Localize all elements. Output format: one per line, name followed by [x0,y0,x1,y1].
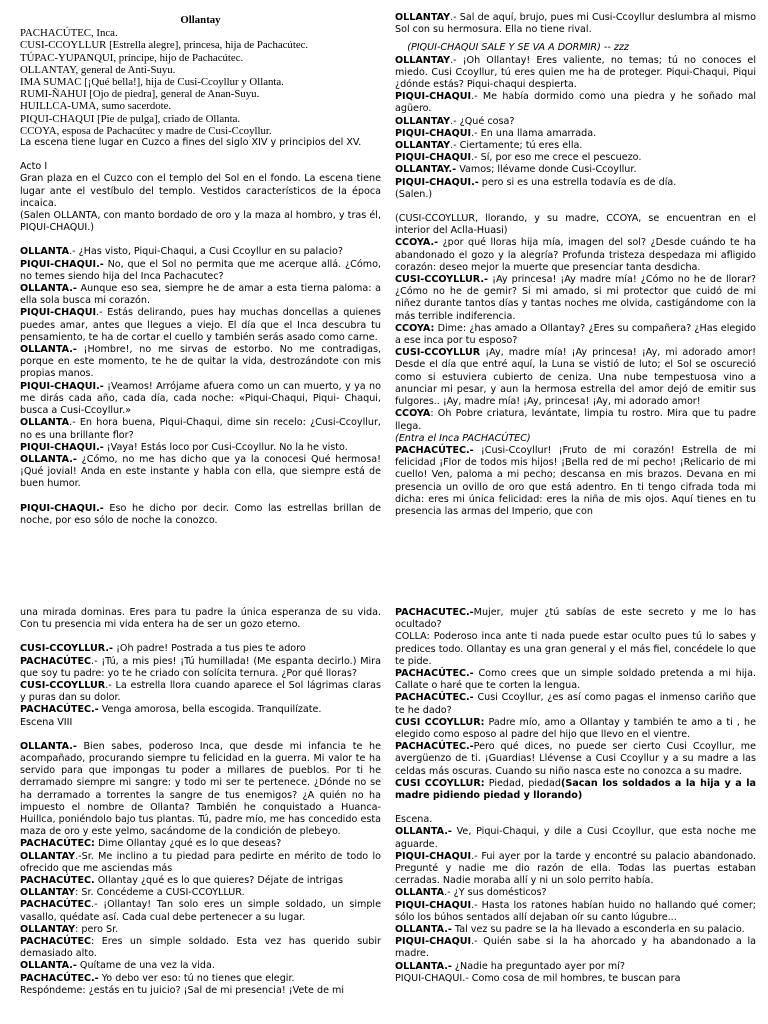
dialogue-line [395,741,756,778]
speaker-name: PACHACÚTEC [20,899,92,911]
dialogue-block [20,741,381,985]
speaker-name: OLLANTA.- [395,960,452,972]
speaker-name: OLLANTA [395,887,445,899]
dialogue-line [20,704,381,716]
speech-text: Eso he dicho por decir. Como las estrellas brillan de noche, por eso sólo de noche la conozco. [20,502,381,526]
speaker-name: PACHACÚTEC.- [395,607,474,618]
dialogue-line [395,237,756,274]
dialogue-block [395,237,756,432]
dialogue-line [395,607,756,631]
speech-text: .- Hasta los ratones habían huido no hallando qué comer; sólo los búhos sentados allí dejaban oír su canto lúgubre... [395,899,756,923]
speech-text: Dime Ollantay ¿qué es lo que deseas? [94,838,282,850]
stage-direction: (CUSI-CCOYLLUR, llorando, y su madre, CCOYA, se encuentran en el interior del Aclla-Huasi) [395,213,756,237]
speech-text: .- La estrella llora cuando aparece el Sol lágrimas claras y puras dan su dolor. [20,680,381,704]
speaker-name: OLLANTAY [395,115,451,127]
dialogue-line [395,140,756,152]
dialogue-line [395,274,756,323]
speaker-name: OLLANTA.- [20,960,77,972]
speech-text: .- Sal de aquí, brujo, pues mi Cusi-Ccoyllur deslumbra al mismo Sol con su hermosura. Ella no tiene rival. [395,12,756,36]
speaker-name: OLLANTA [20,246,70,258]
speaker-name: OLLANTAY [395,12,451,23]
speaker-name: PIQUI-CHAQUI [395,91,472,103]
speaker-name: PACHACÚTEC [20,655,92,667]
dialogue-line [395,128,756,140]
speech-text: Ve, Piqui-Chaqui, y dile a Cusi Ccoyllur, que esta noche me aguarde. [395,826,756,850]
speech-text: ¡Vaya! Estás loco por Cusi-Ccoyllur. No la he visto. [103,441,348,453]
speaker-name: PACHACÚTEC.- [395,741,474,753]
character-entry: HUILLCA-UMA, sumo sacerdote. [20,100,172,113]
speech-text: Ollantay ¿qué es lo que quieres? Déjate de intrigas [94,875,344,887]
stage-direction: (Sacan los soldados a la hija y a la madre pidiendo piedad y llorando) [395,777,756,802]
dialogue-line [20,960,381,972]
play-title: Ollantay [180,14,221,26]
dialogue-line [20,899,381,923]
dialogue-line [395,445,756,518]
speech-text: Yo debo ver eso: tú no tienes que elegir. [98,972,295,984]
speaker-name: PIQUI-CHAQUI [20,307,97,319]
speech-text: .- ¡Ollantay! Tan solo eres un simple soldado, un simple vasallo, quédate así. Cada cual debe pertenecer a su lugar. [20,899,381,923]
speech-text: .- ¿Y sus domésticos? [444,887,547,899]
speaker-name: PIQUI-CHAQUI.- [20,502,104,514]
dialogue-line [20,643,381,655]
speech-text: COLLA: Poderoso inca ante ti nada puede estar oculto pues tú lo sabes y predices todo. Ollantay es una gran general y el más fiel, concédele lo que te pide. [395,631,756,667]
speech-text: .-Sr. Me inclino a tu piedad para pedirte en mérito de todo lo ofrecido que me asciendas más [20,850,381,874]
dialogue-line [20,454,381,491]
speaker-name: PIQUI-CHAQUI [395,899,472,911]
speaker-name: PIQUI-CHAQUI [395,936,472,948]
character-entry: RUMI-ÑAHUI [Ojo de piedra], general de Anan-Suyu. [20,88,260,101]
speech-text: ¿Nadie ha preguntado ayer por mí? [451,960,625,972]
dialogue-line [395,91,756,115]
speaker-name: CUSI-CCOYLLUR [20,680,106,692]
column-top-left [20,14,381,554]
character-entry: CCOYA, esposa de Pachacútec y madre de Cusi-Ccoyllur. [20,124,272,137]
speaker-name: CCOYA [395,408,431,420]
speaker-name: PIQUI-CHAQUI [395,850,472,862]
speaker-name: OLLANTA.- [20,283,77,295]
speech-text: Mujer, mujer ¿tú sabías de este secreto y me lo has ocultado? [395,607,756,631]
speaker-name: PIQUI-CHAQUI.- [395,176,479,188]
speech-text: .- ¿Has visto, Piqui-Chaqui, a Cusi Ccoyllur en su palacio? [69,246,343,258]
character-entry: TÚPAC-YUPANQUI, príncipe, hijo de Pachacútec. [20,51,244,64]
speaker-name: OLLANTA.- [20,344,77,356]
speech-text: : Sr. Concédeme a CUSI-CCOYLLUR. [75,887,245,899]
speech-text: Padre mío, amo a Ollantay y también te amo a ti , he elegido como esposo al padre del hijo que llevo en el vientre. [395,716,756,741]
speech-text: .- Sí, por eso me crece el pescuezo. [471,152,642,164]
dialogue-line [20,442,381,454]
speech-text: : Oh Pobre criatura, levántate, limpia tu rostro. Mira que tu padre llega. [395,408,756,432]
dialogue-line [20,283,381,307]
speaker-name: PIQUI-CHAQUI [395,152,472,164]
dialogue-line [20,259,381,283]
speech-text: .- Me había dormido como una piedra y he soñado mal agüero. [395,91,756,115]
dialogue-line [20,838,381,850]
dialogue-line [395,12,756,36]
dialogue-line [395,668,756,692]
speech-text: : Eres un simple soldado. Esta vez has querido subir demasiado alto. [20,936,381,960]
setting-text: La escena tiene lugar en Cuzco a fines del siglo XIV y principios del XV. [20,137,362,149]
speaker-name: OLLANTAY.- [395,164,457,176]
speech-text: .- En una llama amarrada. [471,127,597,139]
speaker-name: OLLANTA [20,417,70,429]
speaker-name: PACHACÚTEC.- [20,704,99,716]
dialogue-line [20,246,381,258]
dialogue-line [20,417,381,441]
speaker-name: CCOYA: [395,322,435,334]
continued-text: una mirada dominas. Eres para tu padre la única esperanza de su vida. Con tu presencia mi vida entera ha de ser un gozo eterno. [20,607,381,631]
dialogue-line [20,307,381,344]
character-entry: PIQUI-CHAQUI [Pie de pulga], criado de Ollanta. [20,112,241,125]
stage-direction: (Salen.) [395,188,433,200]
column-bottom-right [395,607,756,1024]
stage-direction: (PIQUI-CHAQUI SALE Y SE VA A DORMIR) -- zzz [407,42,629,54]
speech-text: ¡Veamos! Arrójame afuera como un can muerto, y ya no me dirás cada año, cada día, cada noche: «Piqui-Chaqui, Piqui- Chaqui, busca a Cusi-Ccoyllur.» [20,380,381,417]
speaker-name: PIQUI-CHAQUI.- [20,380,104,392]
dialogue-line [20,973,381,985]
continued-text: Respóndeme: ¿estás en tu juicio? ¡Sal de mi presencia! ¡Vete de mi [20,984,345,996]
speech-text: Venga amorosa, bella escogida. Tranquilízate. [98,704,322,716]
dialogue-line [20,924,381,936]
dialogue-line [395,717,756,741]
continued-text: PIQUI-CHAQUI.- Como cosa de mil hombres, te buscan para [395,972,681,984]
speaker-name: OLLANTA.- [395,826,452,838]
speaker-name: PACHACÚTEC. [20,875,95,887]
speech-text: .- Estás delirando, pues hay muchas doncellas a quienes puedes amar, antes que llegues a viejo. El día que el Inca descubra tu pensamiento, te ha de cortar el cuello y también serás asado como carne. [20,307,381,343]
speech-text: ¡Hombre!, no me sirvas de estorbo. No me contradigas, porque en este momento, te he de quitar la vida, destrozándote con mis propias manos. [20,344,381,380]
dialogue-line [395,152,756,164]
speaker-name: OLLANTAY [20,850,76,862]
speaker-name: CUSI-CCOYLLUR.- [20,643,114,655]
dialogue-line [395,936,756,960]
speaker-name: CUSI-CCOYLLUR [395,347,481,359]
character-entry: IMA SUMAC [¡Qué bella!], hija de Cusi-Ccoyllur y Ollanta. [20,76,284,89]
dialogue-line [395,961,756,973]
dialogue-block [395,55,756,189]
speaker-name: OLLANTA.- [395,924,452,936]
speech-text: Tal vez su padre se la ha llevado a esconderla en su palacio. [451,924,745,936]
speaker-name: PACHACÚTEC [20,936,92,948]
speech-text: ¡Oh padre! Postrada a tus pies te adoro [113,643,306,655]
dialogue-line [395,408,756,432]
dialogue-line [395,900,756,924]
speech-text: No, que el Sol no permita que me acerque allá. ¿Cómo, no temes siendo hija del Inca Pachacutec? [20,258,381,282]
stage-direction: (Entra el Inca PACHACÚTEC) [395,432,531,444]
speech-text: .- ¿Qué cosa? [450,115,515,127]
dialogue-line [20,344,381,381]
speaker-name: OLLANTA.- [20,740,77,752]
dialogue-line [395,116,756,128]
dialogue-line [395,851,756,888]
speaker-name: PACHACÚTEC.- [395,692,474,704]
speech-text: Como crees que un simple soldado pretenda a mi hija. Callate o haré que te corten la lengua. [395,668,756,692]
dialogue-line [395,924,756,936]
speech-text: Aunque eso sea, siempre he de amar a esta tierna paloma: a ella sola busca mi corazón. [20,283,381,307]
dialogue-line [395,323,756,347]
dialogue-line [395,631,756,668]
dialogue-block [395,607,756,778]
dialogue-line [20,381,381,418]
speaker-name: OLLANTAY [20,923,76,935]
speech-text: Pero qué dices, no puede ser cierto Cusi Ccoyllur, me avergüenzo de ti. ¡Guardias! Llévense a Cusi Ccoyllur y a su madre a las celdas más oscuras. Cuando su niño nasca este no conozca a su madre. [395,741,756,777]
dialogue-line [395,692,756,716]
dialogue-line [20,936,381,960]
character-entry: OLLANTAY, general de Anti-Suyu. [20,63,176,76]
speech-text: Quítame de una vez la vida. [76,960,215,972]
speech-text: Piedad, piedad [484,777,561,789]
dialogue-line [395,826,756,850]
dialogue-block [395,826,756,972]
dialogue-line [20,503,381,527]
speaker-name: CUSI CCOYLLUR: [395,716,485,728]
scene-heading: Escena. [395,814,433,826]
speech-text: .- Fui ayer por la tarde y encontré su palacio abandonado. Pregunté y nadie me dio razón de ella. Todas las puertas estaban cerradas. Nadie moraba allí y ni un solo perrito había. [395,850,756,887]
speech-text: ¡Ay princesa! ¡Ay madre mía! ¿Cómo no he de llorar? ¿Cómo no he de gemir? Si mi amado, si mi protector que cuidó de mi niñez durante tantos días y tantas noches me olvida, castigándome con la más terrible indiferencia. [395,274,756,322]
speech-text: ¿Cómo, no me has dicho que ya la conocesi Qué hermosa! ¡Qué jovial! Anda en este instante y habla con ella, que siempre está de buen humor. [20,453,381,490]
dialogue-block [395,12,756,36]
speech-text: .- ¡Oh Ollantay! Eres valiente, no temas; tú no conoces el miedo. Cusi Ccoyllur, tú eres quien me ha de proteger. Piqui-Chaqui, Piqui ¿dónde estás? Piqui-chaqui despierta. [395,54,756,91]
speaker-name: OLLANTA.- [20,453,77,465]
dialogue-line [20,656,381,680]
speech-text: Cusi Ccoyllur, ¿es así como pagas el inmenso cariño que te he dado? [395,692,756,716]
speech-text: pero si es una estrella todavía es de día. [478,176,677,188]
speech-text: .- En hora buena, Piqui-Chaqui, dime sin recelo: ¿Cusi-Ccoyllur, no es una brillante flor? [20,417,381,441]
dialogue-line [20,680,381,704]
speaker-name: CUSI CCOYLLUR: [395,777,485,789]
speaker-name: PIQUI-CHAQUI.- [20,441,104,453]
speech-text: : pero Sr. [75,923,119,935]
speech-text: .- ¡Tú, a mis pies! ¡Tú humillada! (Me espanta decirlo.) Mira que soy tu padre: yo te he criado con solícita ternura. ¿Por qué lloras? [20,655,381,679]
dialogue-line [395,778,756,802]
dialogue-line [20,851,381,875]
speech-text: Vamos; llévame donde Cusi-Ccoyllur. [456,164,637,176]
character-entry: CUSI-CCOYLLUR [Estrella alegre], princesa, hija de Pachacútec. [20,39,309,52]
speech-text: ¡Ay, madre mía! ¡Ay princesa! ¡Ay, mi adorado amor! Desde el día que entré aquí, la Luna se vistió de luto; el Sol se oscureció como si estuviera cubierto de ceniza. Una nube tempestuosa vino a anunciar mi pesar, y aun la hermosa estrella del amor dejó de emitir sus fulgores.. ¡Ay, madre mía! ¡Ay, princesa! ¡Ay, mi adorado amor! [395,347,756,408]
dialogue-block [20,643,381,716]
speech-text: Bien sabes, poderoso Inca, que desde mi infancia te he acompañado, procurando siempre tu felicidad en la guerra. Mi valor te ha servido para que impongas tu poder a millares de pueblos. Por ti he derramado siempre mi sangre: y todo mi ser te pertenece. ¿Dónde no se ha derramado a torrentes la sangre de tus enemigos? ¿A quién no ha impuesto el nombre de Ollanta? También he conquistado a Huanca-Huillca, poniéndolo bajo tus plantas. Tú, padre mío, me has concedido esta maza de oro y este yelmo, sacándome de la condición de plebeyo. [20,740,381,838]
column-bottom-left [20,607,381,1024]
character-entry: PACHACÚTEC, Inca. [20,27,118,40]
speaker-name: PACHACÚTEC.- [395,444,474,456]
dialogue-line [395,164,756,176]
dialogue-line [20,887,381,899]
speaker-name: OLLANTAY [395,54,451,66]
dialogue-line [395,177,756,189]
dialogue-block [20,246,381,490]
speaker-name: PIQUI-CHAQUI.- [20,258,104,270]
dialogue-line [395,887,756,899]
stage-direction: (Salen OLLANTA, con manto bordado de oro y la maza al hombro, y tras él, PIQUI-CHAQUI.) [20,210,381,234]
speaker-name: CUSI-CCOYLLUR.- [395,274,489,286]
dialogue-line [395,55,756,92]
speech-text: ¿por qué lloras hija mía, imagen del sol? ¿Desde cuándo te ha abandonado el gozo y la alegría? Profunda tristeza despedaza mi afligido corazón: deseo mejor la muerte que presenciar tanta desdicha. [395,237,756,273]
dialogue-line [20,741,381,839]
speaker-name: PACHACÚTEC.- [395,668,474,680]
speaker-name: PACHACÚTEC: [20,838,95,850]
scene-description: Gran plaza en el Cuzco con el templo del Sol en el fondo. La escena tiene lugar ante el vestíbulo del templo. Vestidos característicos de la época incaica. [20,173,381,209]
scene-heading: Escena VIII [20,716,73,728]
act-heading: Acto I [20,161,48,173]
speaker-name: PACHACÚTEC.- [20,972,99,984]
speech-text: .- Ciertamente; tú eres ella. [450,140,583,152]
speaker-name: PIQUI-CHAQUI [395,127,472,139]
speech-text: ¡Cusi-Ccoyllur! ¡Fruto de mi corazón! Estrella de mi felicidad ¡Flor de todos mis hijos! ¡Bella red de mi pecho! ¡Relicario de mi cuello! Ven, paloma a mi pecho; descansa en mis brazos. Devana en mi presencia un ovillo de oro que está adentro. En ti tengo cifrada toda mi dicha: eres mi única felicidad: eres la niña de mis ojos. Aquí tienes en tu presencia las armas del Imperio, que con [395,444,756,517]
dramatis-personae [20,27,381,137]
speech-text: .- Quién sabe si la ha ahorcado y ha abandonado a la madre. [395,936,756,960]
speaker-name: OLLANTAY [20,887,76,899]
speaker-name: OLLANTAY [395,140,451,152]
speaker-name: CCOYA.- [395,237,439,249]
speech-text: Dime: ¿has amado a Ollantay? ¿Eres su compañera? ¿Has elegido a ese inca por tu esposo? [395,322,756,347]
dialogue-line [20,875,381,887]
column-top-right [395,12,756,558]
dialogue-line [395,347,756,408]
